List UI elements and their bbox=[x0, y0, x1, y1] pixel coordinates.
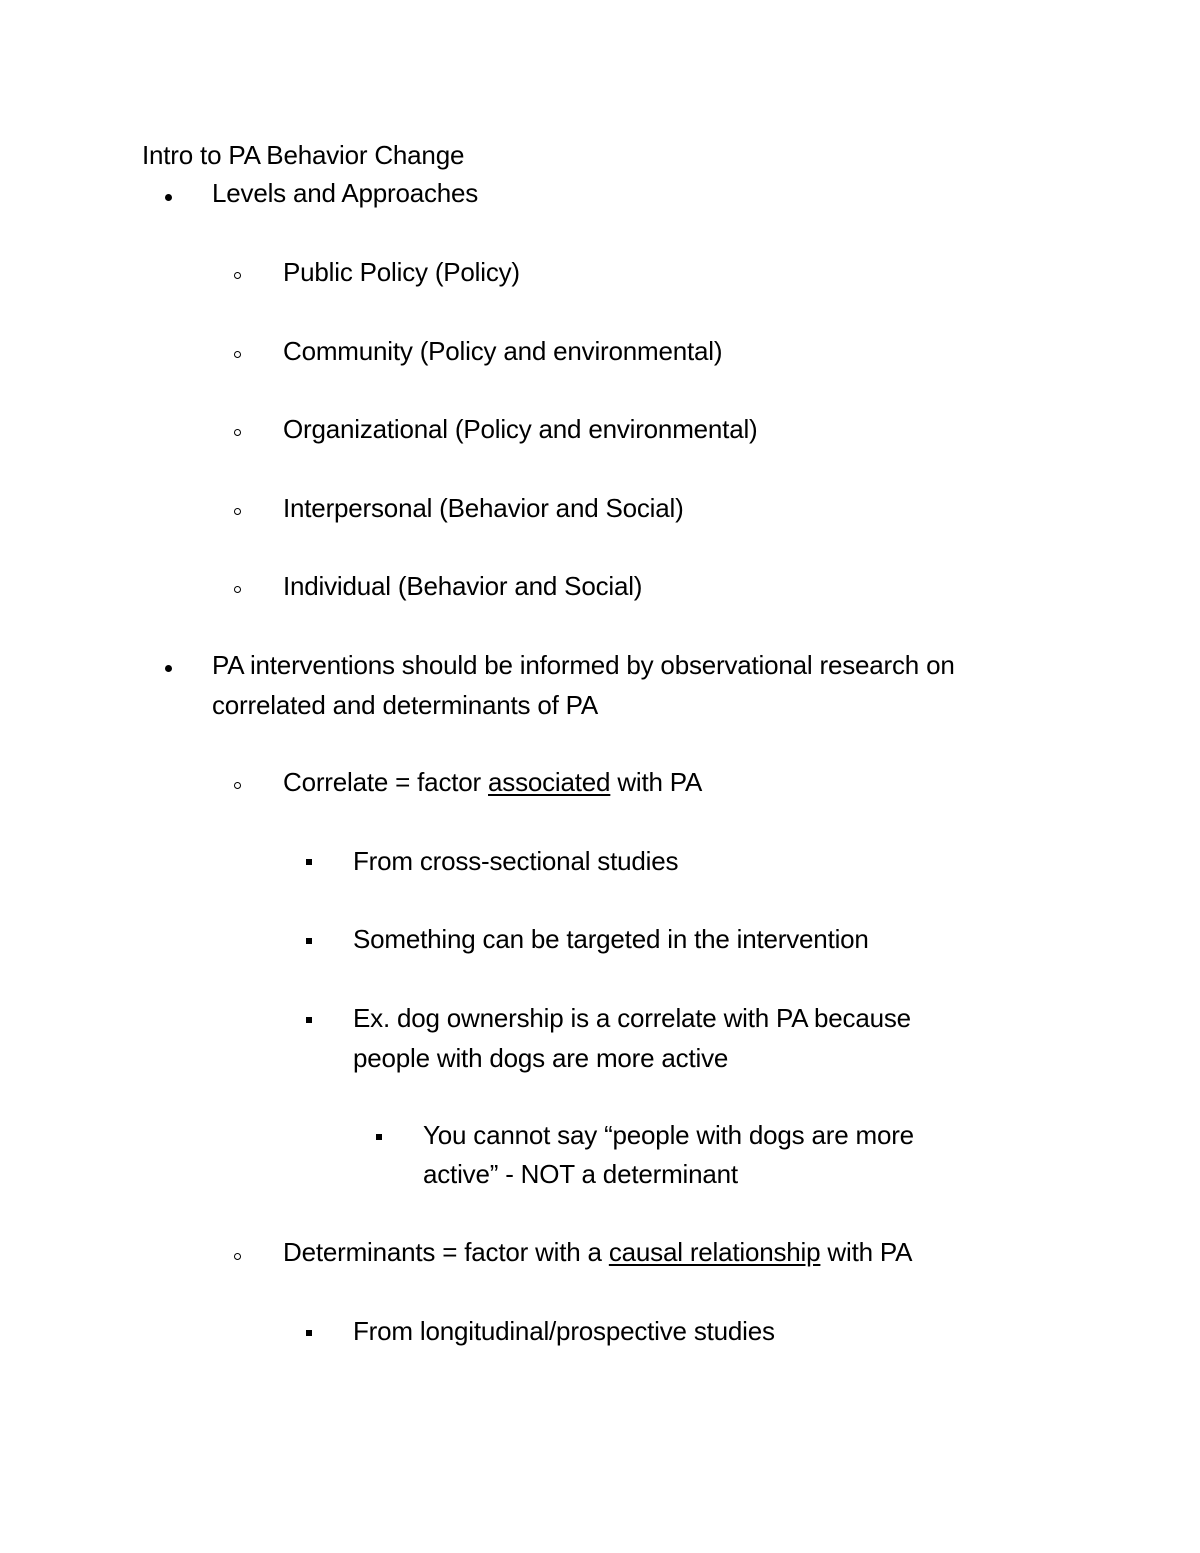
correlate-item-cross-sectional: From cross-sectional studies bbox=[353, 846, 679, 876]
level-item-interpersonal: Interpersonal (Behavior and Social) bbox=[283, 493, 684, 523]
bullet-circle-icon bbox=[234, 272, 241, 279]
bullet-circle-icon bbox=[234, 586, 241, 593]
interventions-line-1: PA interventions should be informed by observational research on bbox=[212, 650, 955, 680]
level-item-organizational: Organizational (Policy and environmental) bbox=[283, 414, 758, 444]
bullet-circle-icon bbox=[234, 782, 241, 789]
determinants-prefix: Determinants = factor with a bbox=[283, 1237, 609, 1267]
correlate-note-line-1: You cannot say “people with dogs are more bbox=[423, 1120, 914, 1150]
bullet-square-icon bbox=[306, 1330, 312, 1336]
correlate-item-targeted: Something can be targeted in the intervention bbox=[353, 924, 869, 954]
correlate-prefix: Correlate = factor bbox=[283, 767, 489, 797]
level-item-individual: Individual (Behavior and Social) bbox=[283, 571, 643, 601]
determinants-underlined-term: causal relationship bbox=[608, 1237, 821, 1267]
determinants-item-longitudinal: From longitudinal/prospective studies bbox=[353, 1316, 775, 1346]
bullet-circle-icon bbox=[234, 1253, 241, 1260]
correlate-example-line-2: people with dogs are more active bbox=[353, 1043, 729, 1073]
document-title: Intro to PA Behavior Change bbox=[142, 140, 465, 170]
determinants-definition bbox=[283, 1233, 912, 1272]
bullet-square-icon bbox=[306, 938, 312, 944]
correlate-definition bbox=[283, 763, 702, 802]
bullet-square-icon bbox=[306, 859, 312, 865]
bullet-circle-icon bbox=[234, 508, 241, 515]
bullet-disc-icon bbox=[165, 194, 172, 201]
correlate-note-line-2: active” - NOT a determinant bbox=[423, 1159, 738, 1189]
bullet-circle-icon bbox=[234, 351, 241, 358]
bullet-square-icon bbox=[376, 1134, 382, 1140]
level-item-public-policy: Public Policy (Policy) bbox=[283, 257, 520, 287]
correlate-example-line-1: Ex. dog ownership is a correlate with PA because bbox=[353, 1003, 911, 1033]
bullet-disc-icon bbox=[165, 665, 172, 672]
correlate-underlined-term: associated bbox=[488, 767, 611, 797]
levels-heading: Levels and Approaches bbox=[212, 178, 479, 208]
determinants-suffix: with PA bbox=[820, 1237, 913, 1267]
interventions-line-2: correlated and determinants of PA bbox=[212, 690, 599, 720]
bullet-square-icon bbox=[306, 1017, 312, 1023]
level-item-community: Community (Policy and environmental) bbox=[283, 336, 723, 366]
correlate-suffix: with PA bbox=[610, 767, 703, 797]
bullet-circle-icon bbox=[234, 429, 241, 436]
